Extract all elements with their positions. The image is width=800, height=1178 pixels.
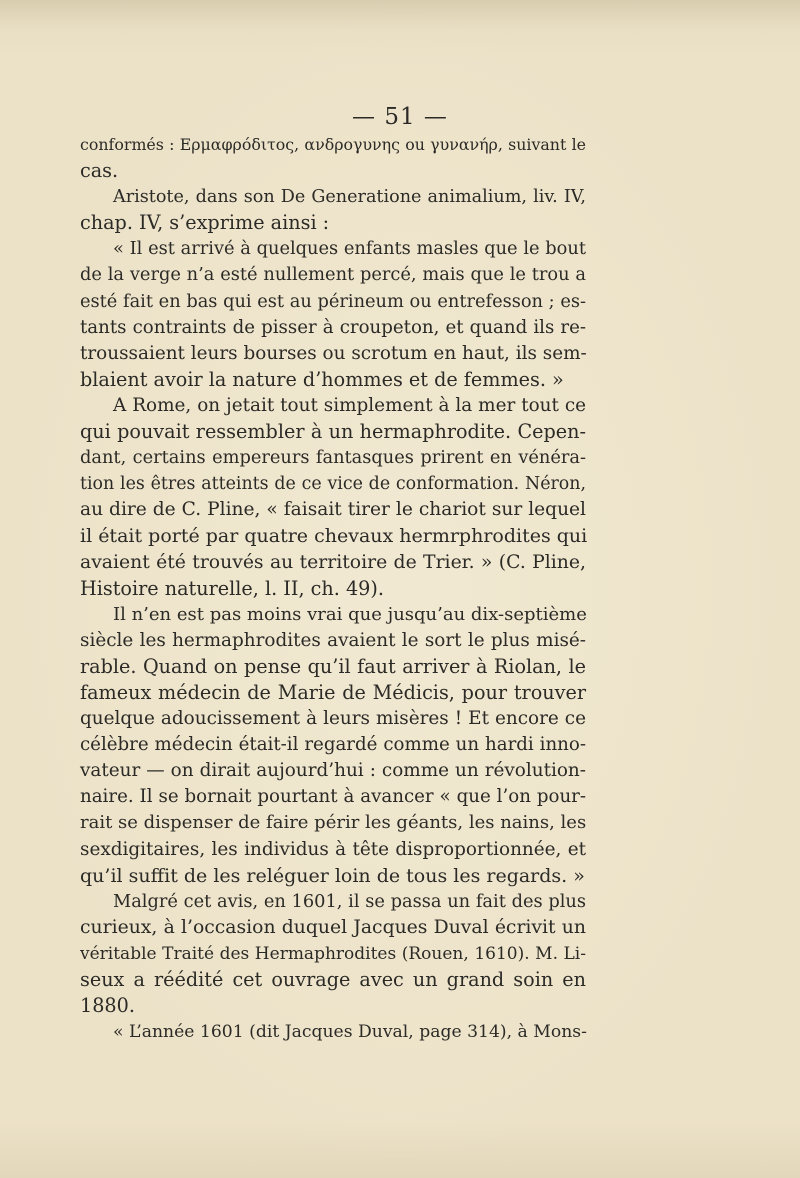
text-line: blaient avoir la nature d’hommes et de femmes. » <box>80 367 564 391</box>
text-line: vateur — on dirait aujourd’hui : comme un révolution- <box>80 760 586 782</box>
text-line: qui pouvait ressembler à un hermaphrodite. Cepen- <box>80 420 586 444</box>
text-line: curieux, à l’occasion duquel Jacques Duval écrivit un <box>80 916 586 938</box>
text-line: siècle les hermaphrodites avaient le sort le plus misé- <box>80 629 586 651</box>
text-line: il était porté par quatre chevaux hermrphrodites qui <box>80 525 588 548</box>
text-line: conformés : Ερμαφρόδιτος, ανδρογυνης ou γυνανήρ, suivant le <box>80 135 586 154</box>
text-line: au dire de C. Pline, « faisait tirer le chariot sur lequel <box>80 499 586 521</box>
text-line: cas. <box>80 159 119 183</box>
text-line: esté fait en bas qui est au périneum ou entrefesson ; es- <box>80 290 586 312</box>
text-line: célèbre médecin était-il regardé comme un hardi inno- <box>80 734 586 756</box>
text-line: de la verge n’a esté nullement percé, mais que le trou a <box>80 264 586 286</box>
text-line: naire. Il se bornait pourtant à avancer « que l’on pour- <box>80 786 586 808</box>
text-line: rait se dispenser de faire périr les géants, les nains, les <box>80 812 587 834</box>
text-line: « Il est arrivé à quelques enfants masles que le bout <box>113 238 586 260</box>
text-line: dant, certains empereurs fantasques prirent en vénéra- <box>80 447 586 469</box>
text-line: chap. IV, s’exprime ainsi : <box>80 211 330 235</box>
text-line: rable. Quand on pense qu’il faut arriver à Riolan, le <box>80 654 586 678</box>
text-line: 1880. <box>80 994 135 1018</box>
text-line: seux a réédité cet ouvrage avec un grand soin en <box>80 968 586 991</box>
text-line: tants contraints de pisser à croupeton, et quand ils re- <box>80 316 586 338</box>
text-line: qu’il suffit de les reléguer loin de tous les regards. » <box>80 864 585 887</box>
text-line: quelque adoucissement à leurs misères ! Et encore ce <box>80 708 586 730</box>
body-text <box>80 132 586 1045</box>
page-number: — 51 — <box>352 104 448 130</box>
text-line: Malgré cet avis, en 1601, il se passa un fait des plus <box>113 890 586 912</box>
text-line: Il n’en est pas moins vrai que jusqu’au dix-septième <box>113 603 587 625</box>
text-line: tion les êtres atteints de ce vice de conformation. Néron, <box>80 474 586 495</box>
text-line: Aristote, dans son De Generatione animalium, liv. IV, <box>113 187 586 208</box>
text-line: A Rome, on jetait tout simplement à la mer tout ce <box>113 394 586 416</box>
text-line: « L’année 1601 (dit Jacques Duval, page 314), à Mons- <box>113 1022 587 1043</box>
text-line: troussaient leurs bourses ou scrotum en haut, ils sem- <box>80 342 587 364</box>
text-line: Histoire naturelle, l. II, ch. 49). <box>80 576 384 600</box>
text-line: sexdigitaires, les individus à tête disproportionnée, et <box>80 838 586 860</box>
text-line: véritable Traité des Hermaphrodites (Rouen, 1610). M. Li- <box>80 943 586 964</box>
text-line: fameux médecin de Marie de Médicis, pour trouver <box>80 680 586 704</box>
text-line: avaient été trouvés au territoire de Trier. » (C. Pline, <box>80 551 586 573</box>
